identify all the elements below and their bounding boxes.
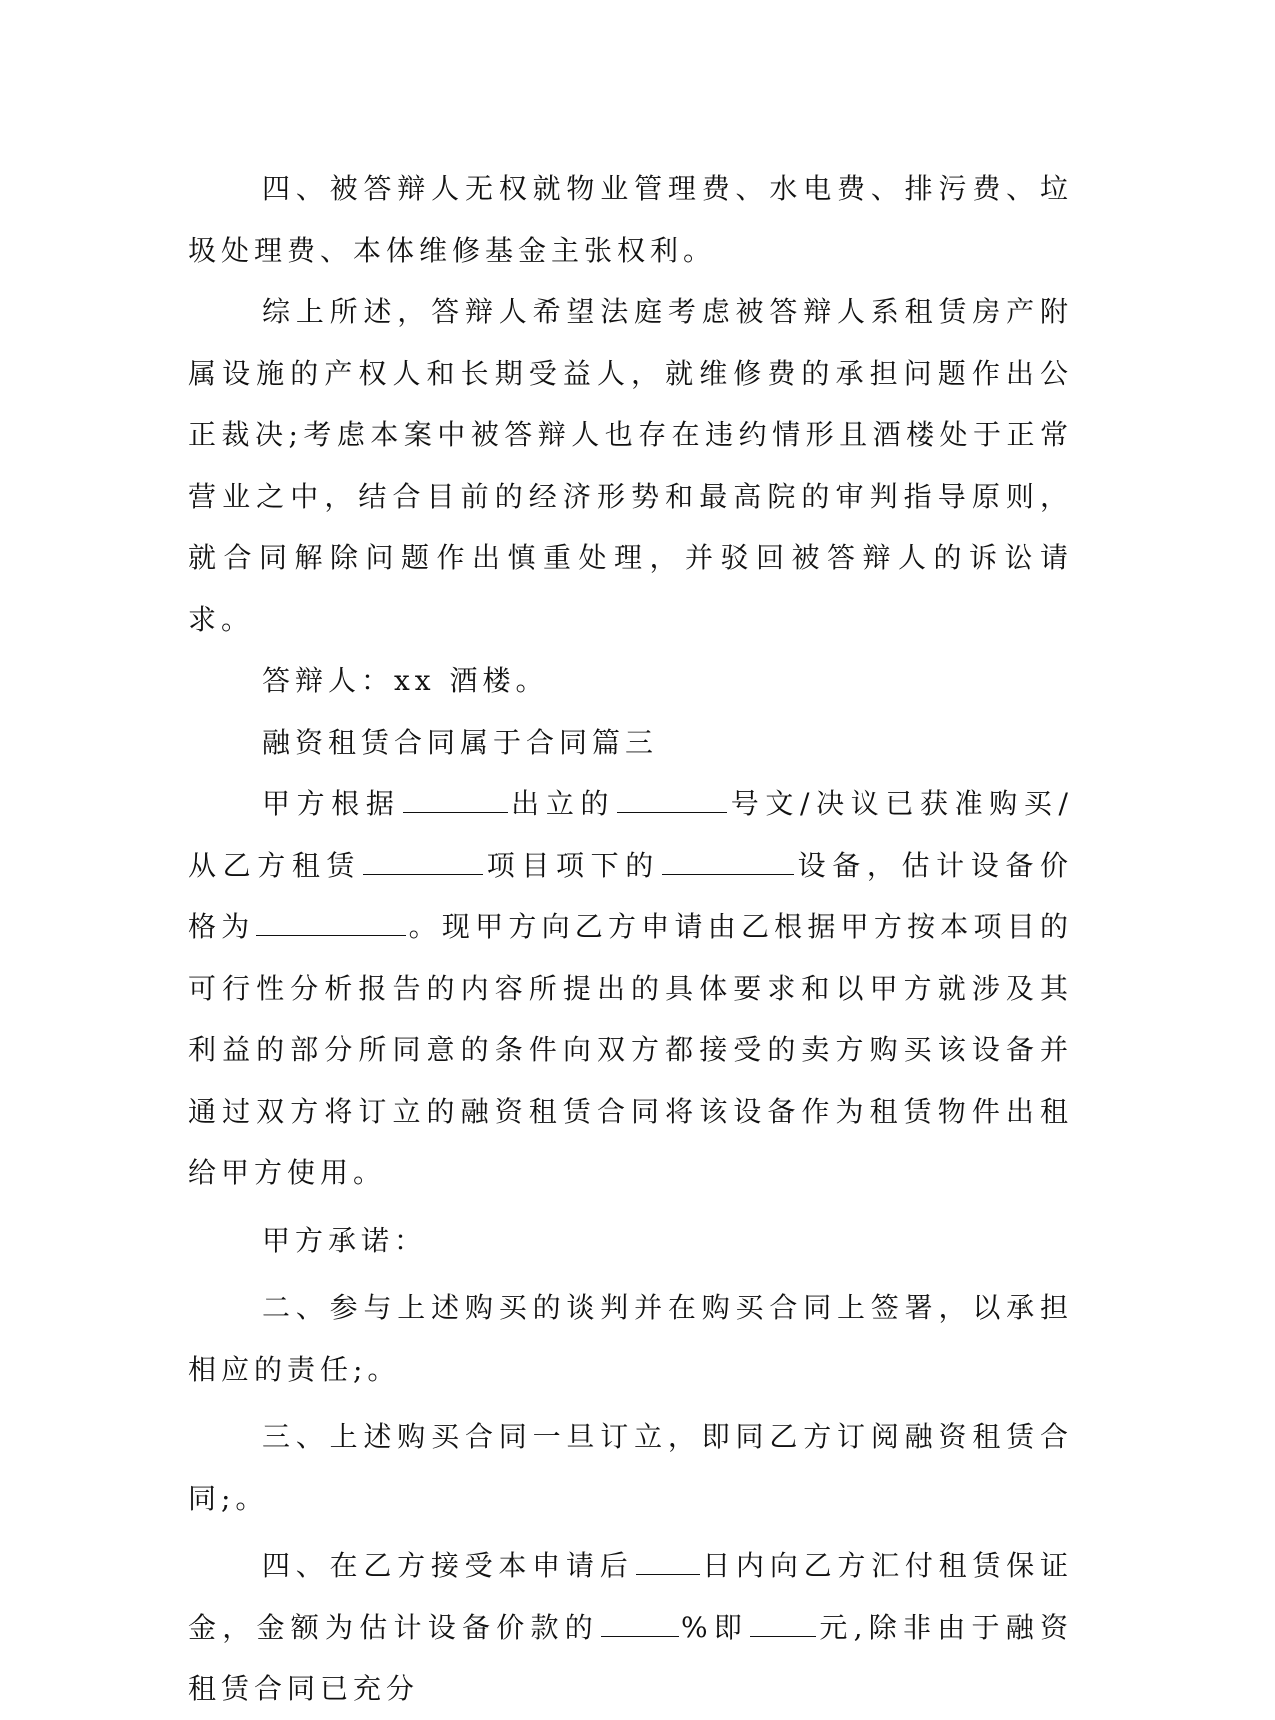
text-segment: 设备，估计设备价格为 — [188, 848, 1073, 943]
text-segment: 四、在乙方接受本申请后 — [262, 1549, 634, 1582]
blank-field — [256, 909, 406, 936]
paragraph-respondent: 答辩人：xx 酒楼。 — [262, 664, 549, 697]
blank-field — [750, 1610, 816, 1637]
text-segment: 出立的 — [509, 787, 616, 820]
document-body — [188, 158, 1073, 1720]
paragraph-item-four — [188, 1535, 1073, 1720]
section-heading: 融资租赁合同属于合同篇三 — [262, 725, 659, 759]
text-segment: 号文/决议已获准购买/从乙方租赁 — [188, 787, 1073, 882]
text-segment: 日内向乙方汇付租赁保证金，金额为估计设备价款的 — [188, 1549, 1073, 1644]
text-segment: %即 — [680, 1610, 749, 1644]
paragraph-rights-claim: 四、被答辩人无权就物业管理费、水电费、排污费、垃圾处理费、本体维修基金主张权利。 — [188, 172, 1073, 267]
text-segment: 甲方根据 — [262, 787, 401, 820]
blank-field — [363, 848, 483, 875]
paragraph-application — [188, 773, 1073, 1204]
blank-field — [617, 786, 727, 813]
blank-field — [403, 786, 508, 813]
text-segment: 项目项下的 — [485, 848, 660, 882]
blank-field — [662, 848, 794, 875]
paragraph-party-a-promise: 甲方承诺： — [262, 1223, 428, 1257]
paragraph-conclusion: 综上所述，答辩人希望法庭考虑被答辩人系租赁房产附属设施的产权人和长期受益人，就维修费的承担问题作出公正裁决;考虑本案中被答辩人也存在违约情形且酒楼处于正常营业之中，结合目前的经济形势和最高院的审判指导原则，就合同解除问题作出慎重处理，并驳回被答辩人的诉讼请求。 — [188, 295, 1073, 636]
text-segment: 。现甲方向乙方申请由乙根据甲方按本项目的可行性分析报告的内容所提出的具体要求和以甲方就涉及其利益的部分所同意的条件向双方都接受的卖方购买该设备并通过双方将订立的融资租赁合同将该设备作为租赁物件出租给甲方使用。 — [188, 910, 1073, 1189]
paragraph-item-two: 二、参与上述购买的谈判并在购买合同上签署，以承担相应的责任;。 — [188, 1291, 1073, 1386]
blank-field — [601, 1610, 679, 1637]
blank-field — [636, 1548, 700, 1575]
paragraph-item-three: 三、上述购买合同一旦订立，即同乙方订阅融资租赁合同;。 — [188, 1420, 1073, 1515]
text-segment: 元,除非由于融资租赁合同已充分 — [188, 1610, 1073, 1705]
